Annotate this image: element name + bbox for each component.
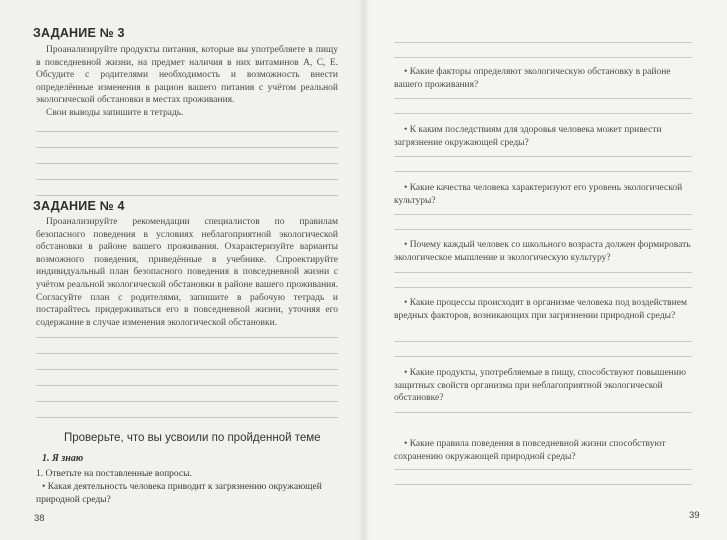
task-3-answer-lines[interactable] <box>36 116 338 196</box>
check-section-title: Проверьте, что вы усвоили по пройденной теме <box>64 432 321 444</box>
i-know-label: 1. Я знаю <box>42 453 84 464</box>
right-page <box>364 0 727 540</box>
task-4-heading: ЗАДАНИЕ № 4 <box>33 199 125 213</box>
check-instruction: 1. Ответьте на поставленные вопросы. <box>36 469 192 479</box>
task-3-note: Свои выводы запишите в тетрадь. <box>46 108 184 118</box>
answer-lines-4[interactable] <box>394 258 692 288</box>
task-3-heading: ЗАДАНИЕ № 3 <box>33 26 125 40</box>
question-7: • Какие правила поведения в повседневной жизни способствуют сохранению окружающей природной среды? <box>394 439 666 462</box>
task-3-text: Проанализируйте продукты питания, которые вы употребляете в пищу в повседневной жизни, на предмет наличия в них витаминов А, С, Е. Обсудите с родителями необходимость и возможность внести определённые изменения в рацион вашего питания с учётом реальной экологической обстановки в местах проживания. <box>36 45 338 106</box>
check-question: • Какая деятельность человека приводит к загрязнению окружающей природной среды? <box>36 482 322 505</box>
task-4-answer-lines[interactable] <box>36 322 338 418</box>
question-4: • Почему каждый человек со школьного возраста должен формировать экологическое мышление и экологическую культуру? <box>394 240 691 263</box>
question-5: • Какие процессы происходят в организме человека под воздействием вредных факторов, возникающих при загрязнении природной среды? <box>394 298 687 321</box>
question-6: • Какие продукты, употребляемые в пищу, способствуют повышению защитных свойств организма при неблагоприятной экологической обстановке? <box>394 368 686 404</box>
answer-lines-1[interactable] <box>394 84 692 114</box>
answer-lines-top[interactable] <box>394 28 692 58</box>
question-2: • К каким последствиям для здоровья человека может привести загрязнение окружающей среды? <box>394 125 662 148</box>
answer-lines-7[interactable] <box>394 455 692 485</box>
answer-lines-2[interactable] <box>394 142 692 172</box>
answer-lines-6[interactable] <box>394 398 692 413</box>
answer-lines-3[interactable] <box>394 200 692 230</box>
question-1: • Какие факторы определяют экологическую обстановку в районе вашего проживания? <box>394 67 671 90</box>
page-number-left: 38 <box>34 513 45 524</box>
page-number-right: 39 <box>689 510 700 521</box>
task-4-text: Проанализируйте рекомендации специалистов по правилам безопасного поведения в условиях неблагоприятной экологической обстановки в районе вашего проживания. Охарактеризуйте варианты возможного поведения, приведённые в учебнике. Спроектируйте индивидуальный план безопасного поведения в повседневной жизни с учётом реальной экологической обстановки в районе вашего проживания. Согласуйте план с родителями, запишите в рабочую тетрадь и постарайтесь придерживаться его в повседневной жизни, уточняя его содержание в случае изменения экологической обстановки. <box>36 217 338 328</box>
book-spine <box>358 0 370 540</box>
answer-lines-5[interactable] <box>394 327 692 357</box>
question-3: • Какие качества человека характеризуют его уровень экологической культуры? <box>394 183 683 206</box>
